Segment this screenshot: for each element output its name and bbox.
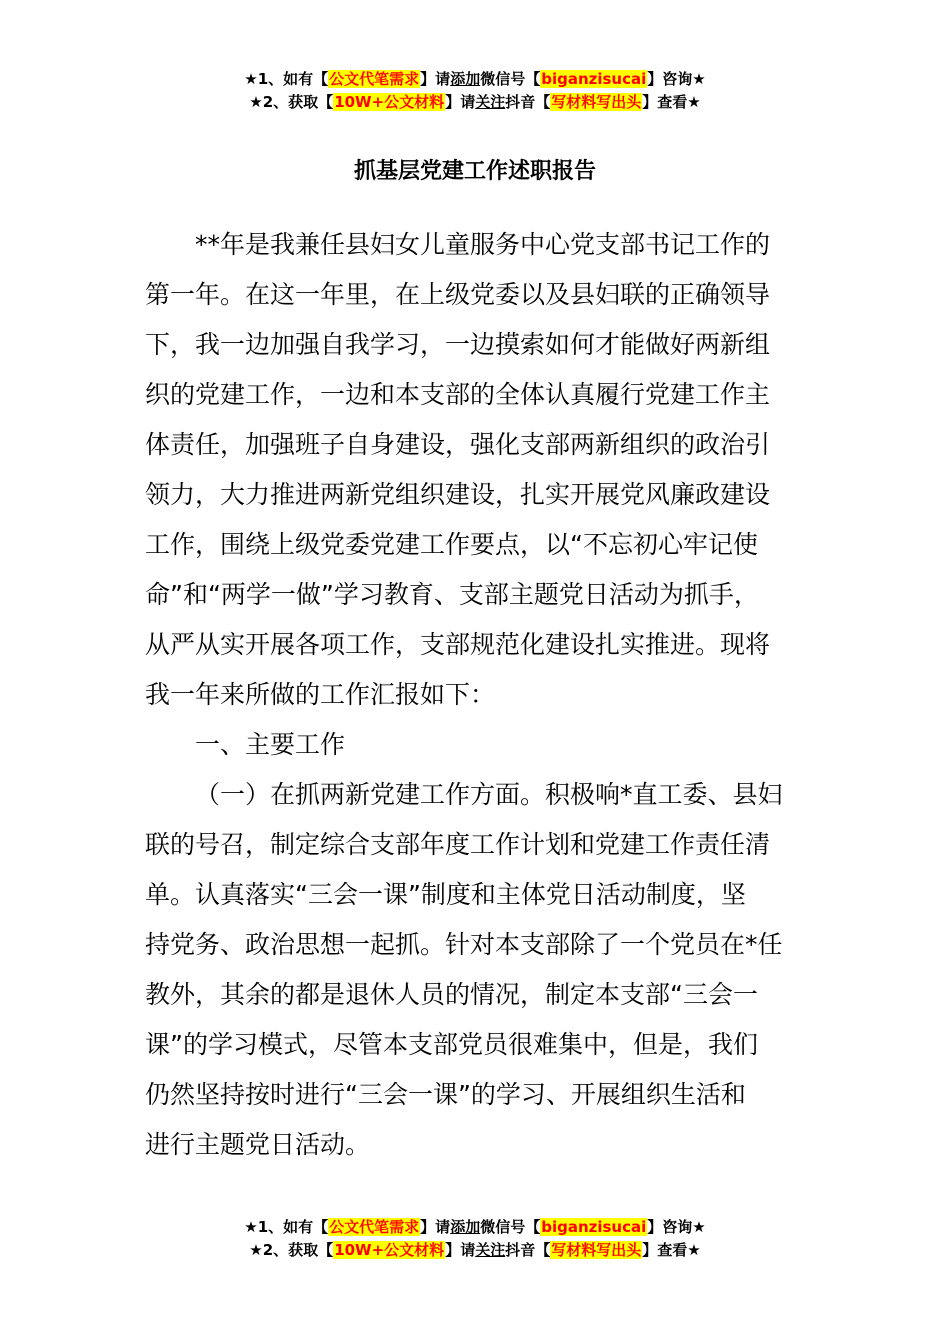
paragraph-intro xyxy=(145,220,810,720)
highlight-wechat-id: biganzisucai xyxy=(541,70,647,88)
document-title: 抓基层党建工作述职报告 xyxy=(353,159,596,184)
promo-line-2: ★2、获取【10W+公文材料】请关注抖音【写材料写出头】查看★ xyxy=(249,1241,701,1259)
highlight-service: 公文代笔需求 xyxy=(329,70,420,88)
text-line: 课”的学习模式，尽管本支部党员很难集中，但是，我们 xyxy=(145,1030,758,1059)
text-line: 教外，其余的都是退休人员的情况，制定本支部“三会一 xyxy=(145,980,758,1009)
text-line: 体责任，加强班子自身建设，强化支部两新组织的政治引 xyxy=(145,430,771,459)
highlight-service: 公文代笔需求 xyxy=(329,1218,420,1236)
text-line: 领力，大力推进两新党组织建设，扎实开展党风廉政建设 xyxy=(145,480,771,509)
promo-banner-bottom xyxy=(0,1216,950,1262)
highlight-materials: 10W+公文材料 xyxy=(334,93,445,111)
promo-line-1: ★1、如有【公文代笔需求】请添加微信号【biganzisucai】咨询★ xyxy=(244,70,706,88)
text-line: 我一年来所做的工作汇报如下： xyxy=(145,680,496,709)
highlight-materials: 10W+公文材料 xyxy=(334,1241,445,1259)
text-line: 从严从实开展各项工作，支部规范化建设扎实推进。现将 xyxy=(145,630,771,659)
text-line: （一）在抓两新党建工作方面。积极响*直工委、县妇 xyxy=(195,780,783,809)
promo-banner-top xyxy=(0,68,950,114)
document-body xyxy=(145,220,810,1170)
text-line: 联的号召，制定综合支部年度工作计划和党建工作责任清 xyxy=(145,830,771,859)
text-line: 进行主题党日活动。 xyxy=(145,1130,371,1159)
text-line: 下，我一边加强自我学习，一边摸索如何才能做好两新组 xyxy=(145,330,771,359)
text-line: 单。认真落实“三会一课”制度和主体党日活动制度，坚 xyxy=(145,880,746,909)
promo-line-2: ★2、获取【10W+公文材料】请关注抖音【写材料写出头】查看★ xyxy=(249,93,701,111)
text-line: 织的党建工作，一边和本支部的全体认真履行党建工作主 xyxy=(145,380,771,409)
highlight-wechat-id: biganzisucai xyxy=(541,1218,647,1236)
text-line: 持党务、政治思想一起抓。针对本支部除了一个党员在*任 xyxy=(145,930,783,959)
heading-main-work: 一、主要工作 xyxy=(195,730,346,759)
text-line: 仍然坚持按时进行“三会一课”的学习、开展组织生活和 xyxy=(145,1080,746,1109)
text-line: 命”和“两学一做”学习教育、支部主题党日活动为抓手， xyxy=(145,580,759,609)
section-heading xyxy=(145,720,810,770)
promo-line-1: ★1、如有【公文代笔需求】请添加微信号【biganzisucai】咨询★ xyxy=(244,1218,706,1236)
text-line: **年是我兼任县妇女儿童服务中心党支部书记工作的 xyxy=(195,230,771,259)
paragraph-party-building xyxy=(145,770,810,1170)
highlight-douyin-account: 写材料写出头 xyxy=(551,93,642,111)
text-line: 第一年。在这一年里，在上级党委以及县妇联的正确领导 xyxy=(145,280,771,309)
highlight-douyin-account: 写材料写出头 xyxy=(551,1241,642,1259)
text-line: 工作，围绕上级党委党建工作要点，以“不忘初心牢记使 xyxy=(145,530,758,559)
